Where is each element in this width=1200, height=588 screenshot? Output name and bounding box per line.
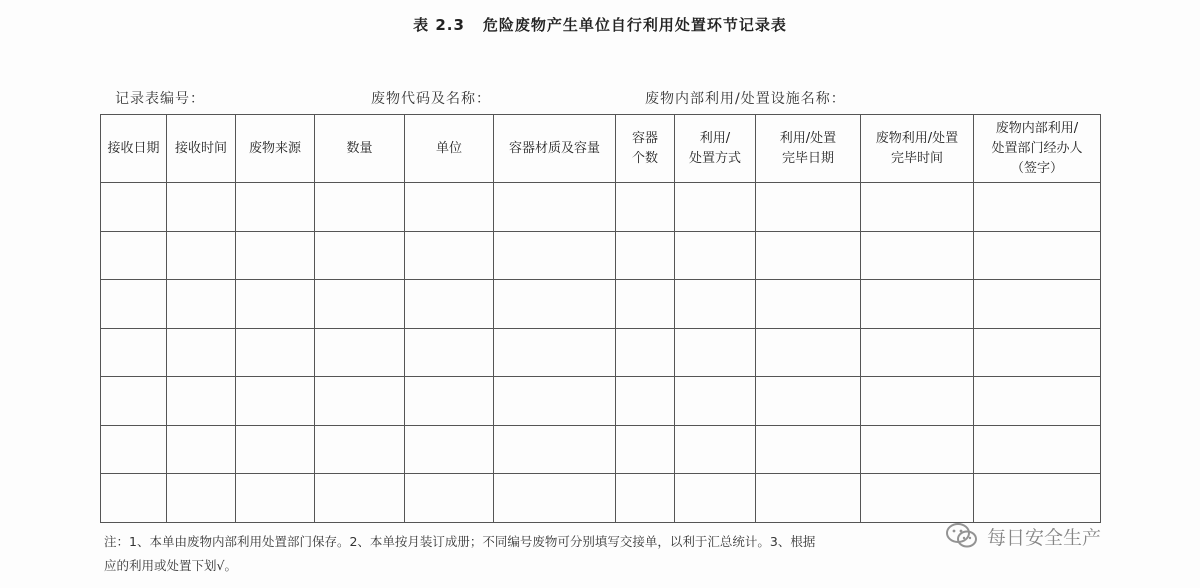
column-header-line: 处置方式 xyxy=(688,150,741,166)
column-header xyxy=(616,115,675,183)
table-cell[interactable] xyxy=(167,425,236,474)
record-table xyxy=(100,114,1101,523)
column-header xyxy=(236,115,315,183)
table-cell[interactable] xyxy=(405,328,494,377)
column-header-line: 完毕时间 xyxy=(890,150,943,166)
table-cell[interactable] xyxy=(675,183,756,232)
table-cell[interactable] xyxy=(756,474,861,523)
table-cell[interactable] xyxy=(236,280,315,329)
wechat-icon xyxy=(945,522,979,550)
column-header-line: 个数 xyxy=(631,150,658,166)
table-cell[interactable] xyxy=(616,425,675,474)
record-number-label: 记录表编号： xyxy=(115,91,205,107)
table-cell[interactable] xyxy=(315,280,405,329)
table-cell[interactable] xyxy=(756,377,861,426)
table-number: 表 2.3 xyxy=(413,16,465,34)
table-cell[interactable] xyxy=(167,377,236,426)
table-row xyxy=(101,377,1101,426)
table-cell[interactable] xyxy=(974,425,1101,474)
column-header-line: 处置部门经办人 xyxy=(991,140,1083,156)
table-cell[interactable] xyxy=(101,425,167,474)
table-cell[interactable] xyxy=(405,183,494,232)
table-cell[interactable] xyxy=(861,425,974,474)
document-title xyxy=(0,14,1200,35)
column-header-line: （签字） xyxy=(1010,160,1063,176)
table-cell[interactable] xyxy=(101,328,167,377)
table-cell[interactable] xyxy=(405,231,494,280)
table-cell[interactable] xyxy=(494,231,616,280)
table-row xyxy=(101,474,1101,523)
table-cell[interactable] xyxy=(315,183,405,232)
column-header xyxy=(405,115,494,183)
table-cell[interactable] xyxy=(861,328,974,377)
column-header-line: 接收日期 xyxy=(107,140,160,156)
column-header-line: 完毕日期 xyxy=(781,150,834,166)
table-cell[interactable] xyxy=(974,474,1101,523)
table-cell[interactable] xyxy=(167,280,236,329)
column-header-line: 废物来源 xyxy=(248,140,301,156)
table-cell[interactable] xyxy=(974,280,1101,329)
table-cell[interactable] xyxy=(236,425,315,474)
column-header xyxy=(675,115,756,183)
table-cell[interactable] xyxy=(315,328,405,377)
table-cell[interactable] xyxy=(675,425,756,474)
table-cell[interactable] xyxy=(861,377,974,426)
column-header xyxy=(974,115,1101,183)
table-cell[interactable] xyxy=(974,377,1101,426)
table-cell[interactable] xyxy=(756,231,861,280)
watermark xyxy=(945,522,1101,550)
table-row xyxy=(101,425,1101,474)
table-title: 危险废物产生单位自行利用处置环节记录表 xyxy=(482,16,787,34)
table-cell[interactable] xyxy=(861,231,974,280)
column-header xyxy=(494,115,616,183)
table-cell[interactable] xyxy=(405,280,494,329)
table-cell[interactable] xyxy=(756,425,861,474)
table-row xyxy=(101,328,1101,377)
table-cell[interactable] xyxy=(315,474,405,523)
column-header-line: 容器材质及容量 xyxy=(508,140,600,156)
facility-name-label: 废物内部利用/处置设施名称： xyxy=(645,91,846,107)
table-cell[interactable] xyxy=(494,328,616,377)
column-header-line: 接收时间 xyxy=(174,140,227,156)
table-row xyxy=(101,231,1101,280)
table-cell[interactable] xyxy=(756,280,861,329)
table-cell[interactable] xyxy=(101,183,167,232)
table-cell[interactable] xyxy=(861,183,974,232)
column-header xyxy=(101,115,167,183)
table-cell[interactable] xyxy=(616,328,675,377)
header-row xyxy=(101,115,1101,183)
column-header xyxy=(167,115,236,183)
table-row xyxy=(101,280,1101,329)
table-cell[interactable] xyxy=(236,328,315,377)
table-cell[interactable] xyxy=(405,474,494,523)
table-cell[interactable] xyxy=(675,474,756,523)
table-cell[interactable] xyxy=(167,328,236,377)
table-cell[interactable] xyxy=(616,183,675,232)
table-cell[interactable] xyxy=(974,231,1101,280)
table-cell[interactable] xyxy=(675,231,756,280)
table-cell[interactable] xyxy=(974,183,1101,232)
table-cell[interactable] xyxy=(861,474,974,523)
table-cell[interactable] xyxy=(315,425,405,474)
table-cell[interactable] xyxy=(675,377,756,426)
waste-code-label: 废物代码及名称： xyxy=(371,91,491,107)
table-cell[interactable] xyxy=(494,425,616,474)
column-header xyxy=(756,115,861,183)
table-row xyxy=(101,183,1101,232)
table-cell[interactable] xyxy=(616,231,675,280)
column-header-line: 利用/处置 xyxy=(779,130,837,146)
table-cell[interactable] xyxy=(101,231,167,280)
table-cell[interactable] xyxy=(616,377,675,426)
table-cell[interactable] xyxy=(616,280,675,329)
table-cell[interactable] xyxy=(101,377,167,426)
table-cell[interactable] xyxy=(494,183,616,232)
table-cell[interactable] xyxy=(494,377,616,426)
table-cell[interactable] xyxy=(236,231,315,280)
column-header-line: 单位 xyxy=(435,140,462,156)
table-cell[interactable] xyxy=(167,183,236,232)
column-header xyxy=(315,115,405,183)
table-cell[interactable] xyxy=(974,328,1101,377)
table-cell[interactable] xyxy=(675,328,756,377)
table-cell[interactable] xyxy=(675,280,756,329)
table-cell[interactable] xyxy=(616,474,675,523)
table-cell[interactable] xyxy=(405,377,494,426)
column-header-line: 容器 xyxy=(631,130,658,146)
column-header-line: 废物内部利用/ xyxy=(995,120,1079,136)
table-cell[interactable] xyxy=(756,328,861,377)
column-header xyxy=(861,115,974,183)
table-cell[interactable] xyxy=(861,280,974,329)
table-cell[interactable] xyxy=(167,231,236,280)
table-cell[interactable] xyxy=(101,474,167,523)
footnote-line-1: 注：1、本单由废物内部利用处置部门保存。2、本单按月装订成册；不同编号废物可分别填写交接单，以利于汇总统计。3、根据 xyxy=(104,534,816,549)
table-cell[interactable] xyxy=(405,425,494,474)
table-cell[interactable] xyxy=(494,280,616,329)
table-cell[interactable] xyxy=(236,377,315,426)
table-cell[interactable] xyxy=(236,183,315,232)
table-cell[interactable] xyxy=(315,377,405,426)
table-cell[interactable] xyxy=(167,474,236,523)
table-cell[interactable] xyxy=(315,231,405,280)
column-header-line: 废物利用/处置 xyxy=(875,130,959,146)
table-cell[interactable] xyxy=(236,474,315,523)
column-header-line: 利用/ xyxy=(699,130,731,146)
column-header-line: 数量 xyxy=(346,140,373,156)
footnote-line-2: 应的利用或处置下划√。 xyxy=(104,558,237,573)
table-cell[interactable] xyxy=(494,474,616,523)
table-cell[interactable] xyxy=(101,280,167,329)
table-cell[interactable] xyxy=(756,183,861,232)
watermark-text: 每日安全生产 xyxy=(987,526,1102,549)
